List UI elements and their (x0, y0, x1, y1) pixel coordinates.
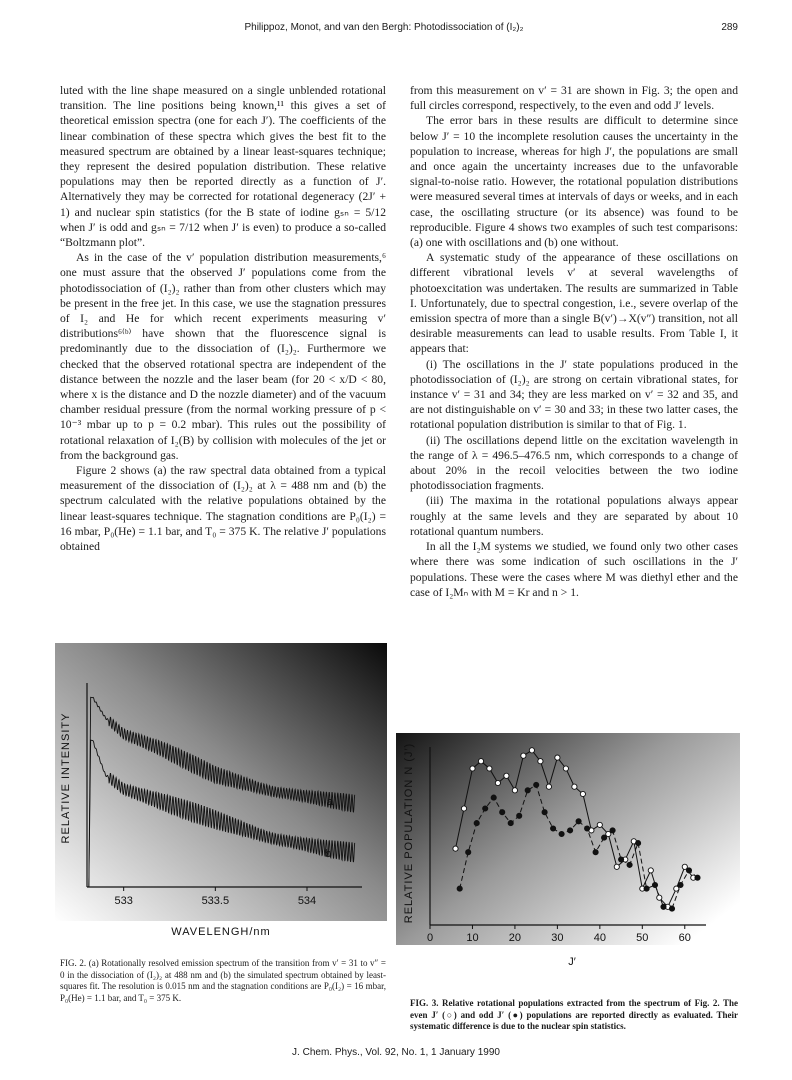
odd-point (686, 868, 691, 873)
x-tick-label: 60 (678, 932, 691, 944)
even-point (512, 788, 517, 793)
even-point (487, 766, 492, 771)
even-point (470, 766, 475, 771)
even-point (597, 822, 602, 827)
odd-point (457, 886, 462, 891)
figure-3-plot (396, 733, 740, 983)
even-point (555, 755, 560, 760)
even-point (529, 748, 534, 753)
y-axis-label: RELATIVE INTENSITY (60, 712, 72, 844)
header-title: Philippoz, Monot, and van den Bergh: Photodissociation of (I₂)₂ (244, 22, 524, 33)
even-point (504, 773, 509, 778)
paragraph: Figure 2 shows (a) the raw spectral data obtained from a typical measurement of the dissociation of (I₂)₂ at λ = 488 nm and (b) the spectrum calculated with the relative populations obtained by the linear least-squares technique. The stagnation conditions are P₀(I₂) = 16 mbar, P₀(He) = 1.1 bar, and T₀ = 375 K. The relative J′ populations obtained (60, 464, 386, 554)
even-point (580, 791, 585, 796)
odd-point (619, 857, 624, 862)
label-b: b (325, 848, 332, 860)
right-column (410, 83, 738, 600)
even-point (546, 784, 551, 789)
odd-point (568, 828, 573, 833)
label-a: a (327, 796, 334, 808)
odd-point (576, 819, 581, 824)
odd-point (517, 813, 522, 818)
figure-3-caption: FIG. 3. Relative rotational populations extracted from the spectrum of Fig. 2. The even J′ (○) and odd J′ (●) populations are reported directly as evaluated. Their systematic difference is due to the nuclear spin statistics. (410, 998, 738, 1031)
odd-point (500, 810, 505, 815)
paragraph: In all the I₂M systems we studied, we found only two other cases where there was some indication of such oscillations in the J′ populations. These were the cases where M was diethyl ether and the case of I₂Mₙ with M = Kr and n > 1. (410, 540, 738, 599)
odd-point (678, 882, 683, 887)
page-number: 289 (721, 22, 738, 33)
paragraph: luted with the line shape measured on a single unblended rotational transition. The line positions being known,¹¹ this gives a set of theoretical emission spectra (one for each J′). The coefficients of the linear combination of these spectra which gives the best fit to the measured spectrum are obtained by a linear least-squares technique; they represent the desired population distribution. These relative populations may then be reported directly as a function of J′. Alternatively they may be corrected for rotational degeneracy (2J′ + 1) and nuclear spin statistics (for the B state of iodine gₛₙ = 5/12 when J′ is odd and gₛₙ = 7/12 when J′ is even) to produce a so-called “Boltzmann plot”. (60, 84, 386, 250)
x-tick-label: 20 (508, 932, 522, 944)
odd-point (593, 850, 598, 855)
even-point (614, 864, 619, 869)
paragraph: (ii) The oscillations depend little on the excitation wavelength in the range of λ = 496.5–476.5 nm, which corresponds to a change of about 20% in the recoil velocities between the two iodine photodissociation fragments. (410, 433, 738, 493)
even-point (495, 780, 500, 785)
even-point (453, 846, 458, 851)
even-point (538, 759, 543, 764)
odd-point (636, 841, 641, 846)
figure-3 (396, 733, 740, 983)
odd-point (585, 826, 590, 831)
odd-point (652, 882, 657, 887)
x-tick-label: 50 (636, 932, 649, 944)
odd-point (559, 831, 564, 836)
running-header (60, 22, 738, 42)
odd-point (542, 810, 547, 815)
x-tick-label: 533.5 (201, 895, 230, 907)
figure-2 (55, 643, 387, 943)
x-tick-label: 30 (551, 932, 564, 944)
paragraph: As in the case of the v′ population distribution measurements,⁶ one must assure that the observed J′ populations come from the photodissociation of (I₂)₂ rather than from other clusters which may be present in the free jet. In this case, we use the stagnation pressures of I₂ and He for which recent experiments measuring v′ distributions⁶⁽ᵇ⁾ have shown that the fluorescence signal is predominantly due to the dissociation of (I₂)₂. Furthermore we checked that the observed rotational spectra are independent of the distance between the nozzle and the laser beam (for 20 < x/D < 80, where x is the distance and D the nozzle diameter) and of the vacuum chamber residual pressure (from the normal working pressure of p < 10⁻³ mbar up to p = 0.2 mbar). This rules out the possibility of rotational relaxation of I₂(B) by collision with molecules of the jet or from the background gas. (60, 251, 386, 462)
x-tick-label: 10 (466, 932, 479, 944)
odd-point (508, 821, 513, 826)
odd-point (669, 906, 674, 911)
paragraph: (i) The oscillations in the J′ state populations produced in the photodissociation of (I₂)₂ are strong on certain vibrational states, for instance v′ = 31 and 34; they are less marked on v′ = 32 and 35, and are not distinguishable on v′ = 30 and 33; in these two latter cases, the rotational population distribution is similar to that of Fig. 1. (410, 357, 738, 432)
x-tick-label: 534 (297, 895, 317, 907)
odd-point (602, 835, 607, 840)
even-point (563, 766, 568, 771)
odd-point (627, 862, 632, 867)
y-axis-label: RELATIVE POPULATION N (J′) (403, 742, 415, 924)
odd-point (534, 782, 539, 787)
odd-point (525, 788, 530, 793)
odd-point (644, 886, 649, 891)
odd-point (466, 850, 471, 855)
odd-point (483, 806, 488, 811)
even-point (648, 868, 653, 873)
footer-citation: J. Chem. Phys., Vol. 92, No. 1, 1 January 1990 (292, 1047, 500, 1058)
odd-point (695, 875, 700, 880)
left-column (60, 83, 386, 554)
odd-point (474, 821, 479, 826)
paragraph: The error bars in these results are difficult to determine since below J′ = 10 the incomplete resolution causes the uncertainty in the population to increase, whereas for high J′, the populations are small and once again the uncertainty increases due to the unfavorable signal-to-noise ratio. However, the rotational population distributions were measured several times at intervals of days or weeks, and in each case, the oscillating structure (or its absence) was found to be reproducible. Figure 4 shows two examples of such test comparisons: (a) one with oscillations and (b) one without. (410, 114, 738, 250)
even-point (572, 784, 577, 789)
x-tick-label: 40 (593, 932, 606, 944)
figure-2-caption: FIG. 2. (a) Rotationally resolved emission spectrum of the transition from v′ = 31 to v″ = 0 in the dissociation of (I₂)₂ at 488 nm and (b) the simulated spectrum obtained by least-squares fit. The resolution is 0.015 nm and the stagnation conditions are P₀(I₂) = 16 mbar, P₀(He) = 1.1 bar, and T₀ = 375 K. (60, 958, 386, 1003)
odd-point (491, 795, 496, 800)
even-point (478, 759, 483, 764)
paragraph: (iii) The maxima in the rotational populations always appear roughly at the same levels and they are separated by about 10 rotational quantum numbers. (410, 494, 738, 538)
x-tick-label: 533 (114, 895, 133, 907)
x-tick-label: 0 (426, 932, 434, 944)
odd-point (661, 904, 666, 909)
figure-3-background (396, 733, 740, 945)
even-point (657, 895, 662, 900)
paragraph: A systematic study of the appearance of these oscillations on different vibrational levels v′ at several wavelengths of photoexcitation was undertaken. The results are summarized in Table I. Unfortunately, due to spectral congestion, i.e., severe overlap of the emission spectra of more than a single B(v′)→X(v″) transition, not all desirable measurements can lead to usable results. From Table I, it appears that: (410, 251, 738, 356)
even-point (461, 806, 466, 811)
paragraph: from this measurement on v′ = 31 are shown in Fig. 3; the open and full circles correspond, respectively, to the even and odd J′ levels. (410, 84, 738, 113)
odd-point (551, 826, 556, 831)
x-axis-label: J′ (568, 956, 576, 968)
x-axis-label: WAVELENGH/nm (171, 926, 271, 938)
figure-2-plot (55, 643, 387, 943)
odd-point (610, 828, 615, 833)
even-point (521, 753, 526, 758)
